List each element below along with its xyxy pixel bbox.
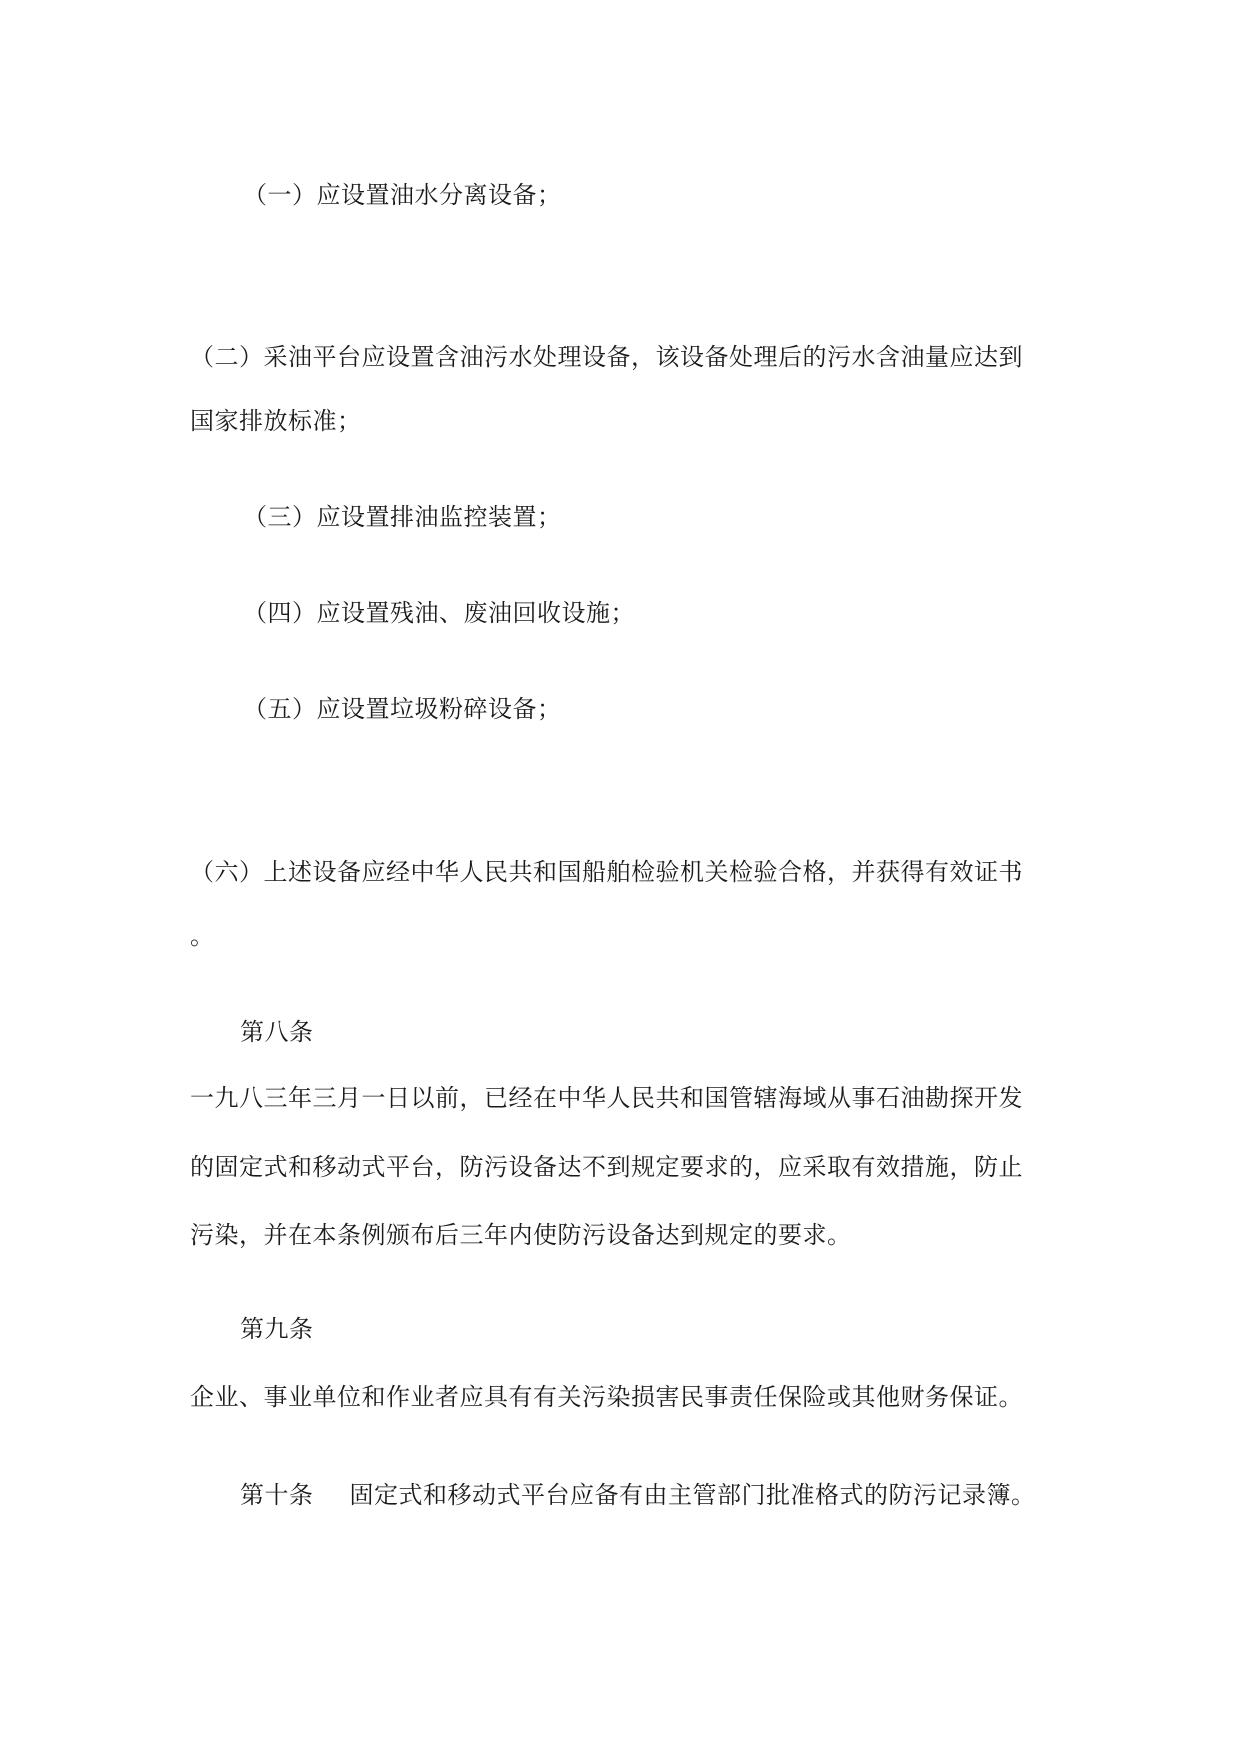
article-8-line-3: 污染，并在本条例颁布后三年内使防污设备达到规定的要求。: [190, 1221, 852, 1249]
article-9-line-1: 企业、事业单位和作业者应具有有关污染损害民事责任保险或其他财务保证。: [190, 1383, 1023, 1411]
item-3: （三）应设置排油监控装置；: [243, 503, 562, 531]
item-5: （五）应设置垃圾粉碎设备；: [243, 695, 562, 723]
item-2-line-1: （二）采油平台应设置含油污水处理设备，该设备处理后的污水含油量应达到: [190, 343, 1023, 371]
article-8-line-2: 的固定式和移动式平台，防污设备达不到规定要求的，应采取有效措施，防止: [190, 1153, 1023, 1181]
item-6-line-2: 。: [190, 922, 215, 950]
article-10-heading: 第十条: [240, 1481, 314, 1509]
item-4: （四）应设置残油、废油回收设施；: [243, 599, 635, 627]
article-8-line-1: 一九八三年三月一日以前，已经在中华人民共和国管辖海域从事石油勘探开发: [190, 1084, 1023, 1112]
article-10-line: [240, 1478, 1120, 1512]
article-10-text: 固定式和移动式平台应备有由主管部门批准格式的防污记录簿。: [349, 1481, 1036, 1509]
item-2-line-2: 国家排放标准；: [190, 407, 362, 435]
article-8-heading: 第八条: [240, 1018, 314, 1046]
article-9-heading: 第九条: [240, 1315, 314, 1343]
item-6-line-1: （六）上述设备应经中华人民共和国船舶检验机关检验合格，并获得有效证书: [190, 858, 1023, 886]
item-1: （一）应设置油水分离设备；: [243, 181, 562, 209]
